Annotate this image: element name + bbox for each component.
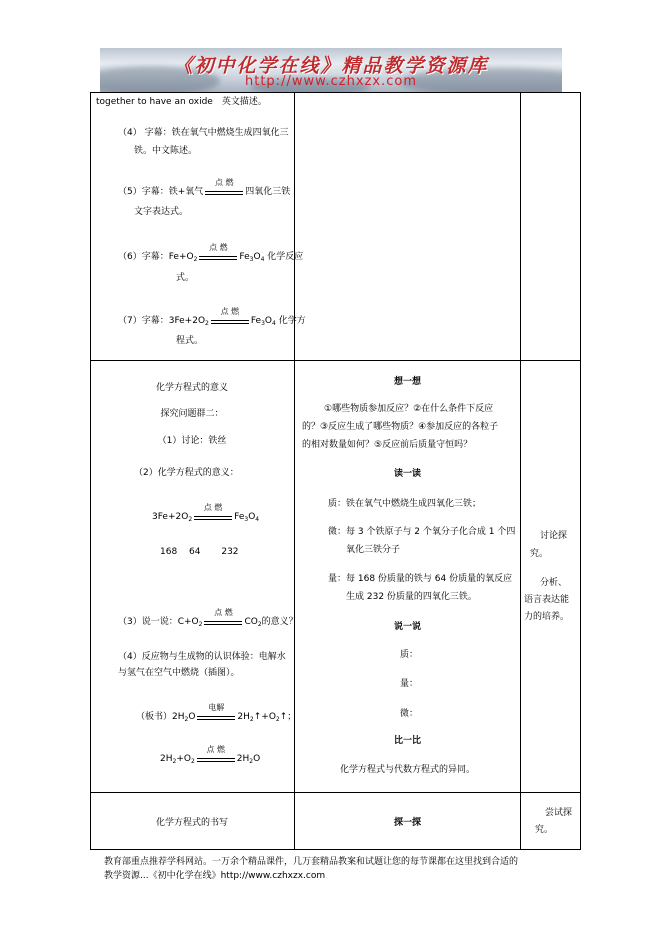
english-description: together to have an oxide 英文描述。	[96, 97, 267, 107]
reaction-arrow: 点 燃	[194, 510, 232, 523]
note-line1: 讨论探	[540, 531, 568, 541]
item6-line2: 式。	[176, 273, 195, 283]
explore-title: 探一探	[393, 818, 421, 828]
read-micro-line1: 微：每 3 个铁原子与 2 个氧分子化合成 1 个四	[328, 527, 516, 537]
think-line1: ①哪些物质参加反应？②在什么条件下反应	[324, 404, 494, 414]
table-border	[90, 92, 91, 850]
banner-url[interactable]: http://www.czhxzx.com	[245, 74, 417, 89]
read-micro-line2: 氧化三铁分子	[346, 545, 401, 555]
reaction-arrow: 点 燃	[197, 752, 235, 765]
reaction-arrow: 点 燃	[211, 314, 249, 327]
item5-line2: 文字表达式。	[134, 207, 189, 217]
mass-ratio: 168 64 232	[160, 547, 239, 557]
question-2: （2）化学方程式的意义：	[134, 468, 239, 478]
section3-note-line2: 究。	[535, 825, 554, 835]
note-line4: 语言表达能	[524, 595, 570, 605]
section3-heading: 化学方程式的书写	[155, 818, 228, 828]
item4-line1: （4） 字幕：铁在氧气中燃烧生成四氧化三	[118, 128, 289, 138]
say-mass: 量：	[400, 679, 419, 689]
read-mass-line2: 生成 232 份质量的四氧化三铁。	[346, 592, 477, 602]
reaction-arrow: 电解	[197, 710, 235, 723]
item5-line1: （5）字幕：铁+氧气 点 燃 四氧化三铁	[118, 178, 291, 197]
say-quality: 质：	[400, 650, 419, 660]
note-line5: 力的培养。	[524, 612, 570, 622]
question-group: 探究问题群二：	[160, 409, 224, 419]
reaction-arrow: 点 燃	[199, 250, 237, 263]
think-title: 想一想	[393, 377, 421, 387]
think-line2: 的？③反应生成了哪些物质？④参加反应的各粒子	[302, 422, 499, 432]
table-border	[90, 849, 581, 850]
item7-line1: （7）字幕：$3Fe+2O_2$ 点 燃 $Fe_3O_4$ 化学方	[118, 307, 306, 327]
reaction-arrow: 点 燃	[205, 185, 243, 198]
item4-line2: 铁。中文陈述。	[134, 146, 198, 156]
compare-title: 比一比	[393, 736, 421, 746]
question-4-line1: （4）反应物与生成物的认识体验：电解水	[118, 652, 286, 662]
equation-electrolysis: （板书）$2H_2O$ 电解 $2H_2↑+O_2↑$；	[136, 703, 297, 723]
banner-title: 《初中化学在线》精品教学资源库	[173, 55, 489, 77]
lesson-table	[90, 92, 581, 850]
note-line3: 分析、	[540, 578, 568, 588]
table-border	[90, 360, 581, 361]
table-border	[90, 92, 581, 93]
section-heading: 化学方程式的意义	[155, 383, 228, 393]
question-3: （3）说一说：$C+O_2$ 点 燃 $CO_2$的意义？	[118, 608, 298, 628]
say-title: 说一说	[393, 622, 421, 632]
read-title: 读一读	[393, 469, 421, 479]
footer-line2[interactable]: 教学资源...《初中化学在线》http://www.czhxzx.com	[104, 871, 326, 881]
note-line2: 究。	[530, 549, 549, 559]
table-border	[580, 92, 581, 850]
equation-hydrogen: $2H_2+O_2$ 点 燃 $2H_2O$	[160, 745, 261, 765]
question-4-line2: 与氢气在空气中燃烧（插图）。	[118, 668, 240, 678]
page-footer	[104, 855, 574, 883]
read-quality: 质：铁在氧气中燃烧生成四氧化三铁；	[328, 499, 482, 509]
say-micro: 微：	[400, 709, 419, 719]
section3-note-line1: 尝试探	[545, 808, 573, 818]
item7-line2: 程式。	[176, 336, 204, 346]
equation-iron: $3Fe+2O_2$ 点 燃 $Fe_3O_4$	[152, 503, 260, 523]
item6-line1: （6）字幕：$Fe+O_2$ 点 燃 $Fe_3O_4$ 化学反应	[118, 243, 304, 263]
read-mass-line1: 量：每 168 份质量的铁与 64 份质量的氧反应	[328, 574, 513, 584]
reaction-arrow: 点 燃	[204, 615, 242, 628]
compare-text: 化学方程式与代数方程式的异同。	[339, 765, 475, 775]
header-banner	[100, 48, 562, 92]
table-border	[520, 92, 521, 850]
table-border	[90, 792, 581, 793]
think-line3: 的相对数量如何？⑤反应前后质量守恒吗？	[302, 440, 473, 450]
question-1: （1）讨论：铁丝	[157, 436, 227, 446]
footer-line1: 教育部重点推荐学科网站。一万余个精品课件，几万套精品教案和试题让您的每节课都在这里找到合适的	[104, 857, 519, 867]
